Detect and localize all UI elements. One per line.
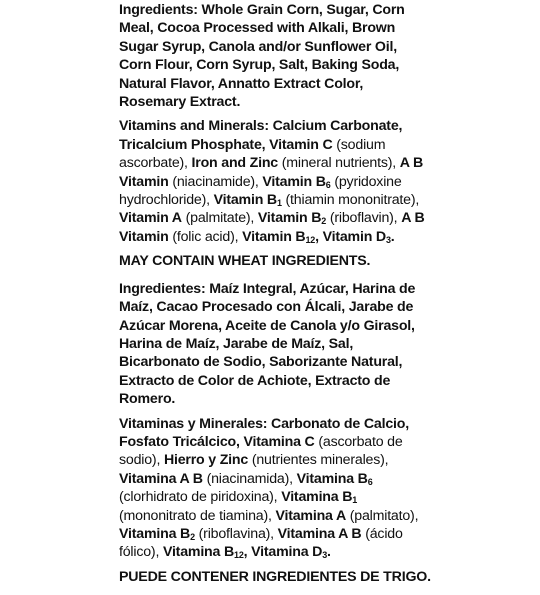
vitamin-d3-es: Vitamina $D_3$. — [251, 544, 331, 561]
b2-note-en: (riboflavin), — [329, 210, 398, 227]
b2-note-es: (riboflavina), — [198, 525, 274, 542]
vitamin-b6-en: Vitamin $B_6$ — [262, 173, 331, 190]
allergen-warning-es: PUEDE CONTENER INGREDIENTES DE TRIGO. — [119, 568, 431, 585]
vitamin-c-note-es: (ascorbato de sodio), — [119, 433, 403, 469]
ingredients-en: Ingredients: Whole Grain Corn, Sugar, Corn Meal, Cocoa Processed with Alkali, Brown Sugar Syrup, Canola and/or Sunflower Oil, Corn Flour, Corn Syrup, Salt, Baking Soda, Natural Flavor, Annatto Extract Color, Rosemary Extract. — [119, 2, 405, 111]
b6-note-en: (pyridoxine hydrochloride), — [119, 173, 402, 209]
vitamins-minerals-es — [119, 415, 431, 562]
b6-note-es: (clorhidrato de piridoxina), — [119, 489, 278, 506]
a-note-es: (palmitato), — [349, 507, 419, 524]
vitamins-minerals-en — [119, 117, 431, 246]
vitamin-ab-es: Vitamina A B — [119, 470, 203, 487]
vitamin-b2-en: Vitamin $B_2$ — [257, 210, 327, 227]
ingredients-es: Ingredientes: Maíz Integral, Azúcar, Harina de Maíz, Cacao Procesado con Álcali, Jarabe de Azúcar Morena, Aceite de Canola y/o Girasol, Harina de Maíz, Jarabe de Maíz, Sal, Bicarbonato de Sodio, Saborizante Natural, Extracto de Color de Achiote, Extracto de Romero. — [119, 280, 416, 408]
ab-vitamin-en: A B Vitamin — [119, 155, 424, 190]
ab-vitamin-2-en: A B Vitamin — [119, 210, 425, 245]
label-text-column — [119, 1, 431, 595]
vitamin-c-es: Vitamina C — [243, 433, 315, 450]
vitamin-b1-es: Vitamina $B_1$ — [281, 489, 358, 506]
allergen-warning-en: MAY CONTAIN WHEAT INGREDIENTS. — [119, 253, 371, 270]
calcium-carbonate-en: Calcium Carbonate, — [272, 118, 403, 135]
a-note-en: (palmitate), — [185, 210, 255, 227]
vitamin-b12-en: Vitamin $B_{12}$, — [242, 228, 319, 245]
vitamin-c-en: Vitamin C — [269, 136, 333, 153]
vitamins-heading-es: Vitaminas y Minerales: Carbonato de Calcio, Fosfato Tricálcico, — [119, 415, 409, 450]
vitamin-b1-en: Vitamin $B_1$ — [213, 192, 282, 209]
vitamin-a-en: Vitamin A — [119, 210, 182, 227]
iron-zinc-en: Iron and Zinc — [191, 155, 278, 172]
b1-note-en: (thiamin mononitrate), — [285, 192, 420, 209]
b1-note-es: (mononitrato de tiamina), — [119, 507, 272, 524]
vitamin-a-es: Vitamina A — [275, 507, 347, 524]
vitamin-b2-es: Vitamina $B_2$ — [119, 525, 195, 542]
vitamins-heading-en: Vitamins and Minerals: — [119, 118, 269, 135]
vitamin-d3-en: Vitamin $D_3$. — [322, 228, 395, 245]
vitamin-b6-es: Vitamina $B_6$ — [296, 470, 373, 487]
iron-zinc-note-en: (mineral nutrients), — [281, 155, 397, 172]
folic-note-es: (ácido fólico), — [119, 525, 403, 561]
folic-note-en: (folic acid), — [172, 228, 239, 245]
vitamin-ab-2-es: Vitamina A B — [277, 525, 362, 542]
niacin-note-en: (niacinamide), — [172, 173, 259, 190]
vitamin-c-note-en: (sodium ascorbate), — [119, 136, 386, 172]
niacin-note-es: (niacinamida), — [206, 470, 293, 487]
iron-zinc-note-es: (nutrientes minerales), — [251, 452, 389, 469]
iron-zinc-es: Hierro y Zinc — [163, 452, 249, 469]
tricalcium-phosphate-en: Tricalcium Phosphate, — [119, 136, 266, 153]
vitamin-b12-es: Vitamina $B_{12}$, — [162, 544, 248, 561]
